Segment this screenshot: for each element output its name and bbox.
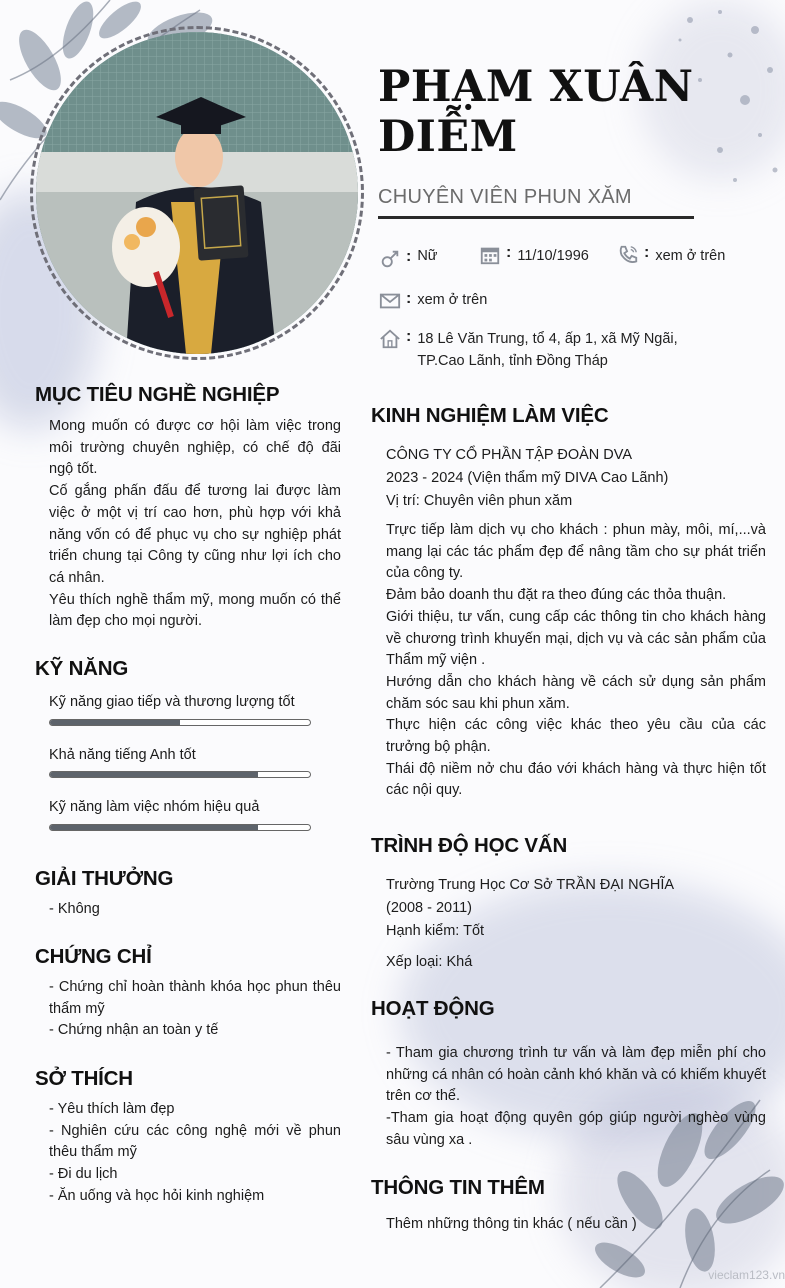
email-info xyxy=(378,290,487,312)
gender-icon xyxy=(378,248,402,270)
experience-position: Vị trí: Chuyên viên phun xăm xyxy=(386,493,573,509)
duty-line: Đảm bảo doanh thu đặt ra theo đúng các thỏa thuận. xyxy=(386,587,727,604)
objective-paragraph: Cố gắng phấn đấu để tương lai được làm việc ở một vị trí cao hơn, phù hợp với khả năng vốn có để phục vụ cho sự nghiệp phát triển chung tại Công ty cũng như lợi ích cho cá nhân. xyxy=(49,483,341,586)
awards-heading: GIẢI THƯỞNG xyxy=(35,867,174,890)
company-name: CÔNG TY CỔ PHẦN TẬP ĐOÀN DVA xyxy=(386,447,633,463)
school-name: Trường Trung Học Cơ Sở TRẦN ĐẠI NGHĨA xyxy=(386,877,675,893)
name-line-2: DIỄM xyxy=(378,112,518,162)
home-icon xyxy=(378,328,402,350)
address-info xyxy=(378,328,678,372)
duty-line: Thái độ niềm nở chu đáo với khách hàng và thực hiện tốt các nội quy. xyxy=(386,760,766,799)
awards-text xyxy=(49,899,341,921)
activity-line: - Tham gia chương trình tư vấn và làm đẹp miễn phí cho những cá nhân có hoàn cảnh khó khăn và có khiếm khuyết trên cơ thể. xyxy=(386,1045,766,1105)
cert-line: - Chứng chỉ hoàn thành khóa học phun thêu thẩm mỹ xyxy=(49,979,341,1017)
activities-heading: HOẠT ĐỘNG xyxy=(371,997,495,1020)
full-name xyxy=(378,62,738,162)
graduate-portrait-image xyxy=(36,32,358,354)
experience-duties xyxy=(386,520,766,802)
skill-bar xyxy=(49,771,311,778)
colon: : xyxy=(406,328,412,345)
mail-icon xyxy=(378,290,402,312)
hobby-line: - Nghiên cứu các công nghệ mới về phun thêu thẩm mỹ xyxy=(49,1122,341,1161)
more-info-text xyxy=(386,1214,766,1236)
watermark: vieclam123.vn xyxy=(708,1268,785,1282)
hobby-line: - Ăn uống và học hỏi kinh nghiệm xyxy=(49,1187,265,1204)
skill-label: Kỹ năng làm việc nhóm hiệu quả xyxy=(49,799,260,815)
skill-bar-fill xyxy=(50,720,180,725)
skill-bar xyxy=(49,824,311,831)
address-line-2: TP.Cao Lãnh, tỉnh Đồng Tháp xyxy=(417,353,608,369)
address-line-1: 18 Lê Văn Trung, tổ 4, ấp 1, xã Mỹ Ngãi, xyxy=(417,331,678,347)
colon: : xyxy=(406,248,412,265)
activity-line: -Tham gia hoạt động quyên góp giúp người nghèo vùng sâu vùng xa . xyxy=(386,1110,766,1148)
skill-label: Khả năng tiếng Anh tốt xyxy=(49,747,196,763)
cert-line: - Chứng nhận an toàn y tế xyxy=(49,1022,219,1039)
duty-line: Giới thiệu, tư vấn, cung cấp các thông tin cho khách hàng về chương trình khuyến mại, dịch vụ và các sản phẩm của Thẩm mỹ viện . xyxy=(386,608,766,669)
hobbies-heading: SỞ THÍCH xyxy=(35,1067,133,1090)
education-rank: Xếp loại: Khá xyxy=(386,954,473,970)
name-line-1: PHẠM XUÂN xyxy=(378,62,694,112)
hobby-line: - Đi du lịch xyxy=(49,1166,118,1183)
skills-heading: KỸ NĂNG xyxy=(35,657,129,680)
objective-paragraph: Mong muốn có được cơ hội làm việc trong môi trường chuyên nghiệp, có chế độ đãi ngộ tốt. xyxy=(49,418,341,478)
skill-bar-fill xyxy=(50,825,258,830)
education-heading: TRÌNH ĐỘ HỌC VẤN xyxy=(371,834,568,857)
awards-line: - Không xyxy=(49,901,100,917)
education-conduct: Hạnh kiểm: Tốt xyxy=(386,923,485,939)
colon: : xyxy=(506,244,512,261)
experience-period: 2023 - 2024 (Viện thẩm mỹ DIVA Cao Lãnh) xyxy=(386,470,669,486)
phone-icon xyxy=(616,244,640,266)
objective-text xyxy=(49,416,341,633)
title-divider xyxy=(378,216,694,219)
duty-line: Hướng dẫn cho khách hàng về cách sử dụng sản phẩm chăm sóc sau khi phun xăm. xyxy=(386,673,766,712)
hobby-line: - Yêu thích làm đẹp xyxy=(49,1101,175,1117)
more-info-heading: THÔNG TIN THÊM xyxy=(371,1176,545,1199)
skill-bar xyxy=(49,719,311,726)
objective-paragraph: Yêu thích nghề thẩm mỹ, mong muốn có thể làm đẹp cho mọi người. xyxy=(49,591,341,630)
phone-info xyxy=(616,244,725,266)
skill-bar-fill xyxy=(50,772,258,777)
gender-info xyxy=(378,248,438,270)
experience-heading: KINH NGHIỆM LÀM VIỆC xyxy=(371,404,609,427)
hobbies-text xyxy=(49,1099,341,1208)
phone-value: xem ở trên xyxy=(655,248,726,264)
more-info-line: Thêm những thông tin khác ( nếu cần ) xyxy=(386,1216,637,1232)
dob-value: 11/10/1996 xyxy=(517,248,589,264)
duty-line: Thực hiện các công việc khác theo yêu cầu của các trưởng bộ phận. xyxy=(386,717,766,756)
certs-text xyxy=(49,977,341,1042)
education-text xyxy=(386,874,766,974)
dob-info xyxy=(478,244,589,266)
experience-meta xyxy=(386,444,766,513)
address-value xyxy=(417,328,677,372)
education-period: (2008 - 2011) xyxy=(386,900,472,916)
calendar-icon xyxy=(478,244,502,266)
activities-text xyxy=(386,1043,766,1152)
skill-label: Kỹ năng giao tiếp và thương lượng tốt xyxy=(49,694,295,710)
certs-heading: CHỨNG CHỈ xyxy=(35,945,152,968)
gender-value: Nữ xyxy=(417,248,438,264)
colon: : xyxy=(406,290,412,307)
objective-heading: MỤC TIÊU NGHỀ NGHIỆP xyxy=(35,383,280,406)
duty-line: Trực tiếp làm dịch vụ cho khách : phun mày, môi, mí,...và mang lại các tác phẩm đẹp để nâng tầm cho sự phát triển của công ty. xyxy=(386,522,766,582)
job-title: CHUYÊN VIÊN PHUN XĂM xyxy=(378,186,632,208)
avatar xyxy=(36,32,358,354)
email-value: xem ở trên xyxy=(417,292,488,308)
colon: : xyxy=(644,244,650,261)
